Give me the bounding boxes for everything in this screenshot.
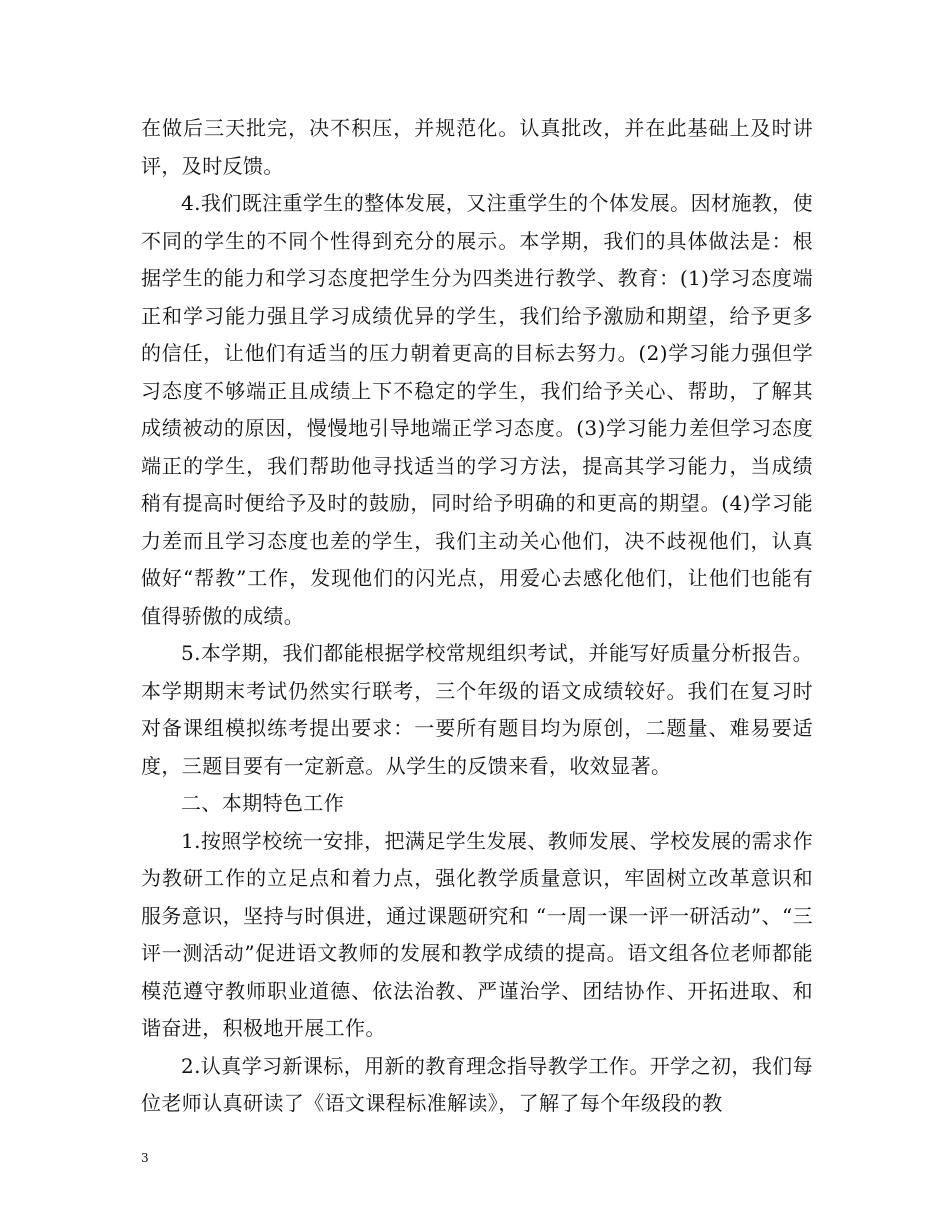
paragraph-special-item-2: 2.认真学习新课标，用新的教育理念指导教学工作。开学之初，我们每位老师认真研读了《语文课程标准解读》，了解了每个年级段的教 [141,1053,813,1115]
page-number: 3 [141,1151,149,1165]
body-text [141,110,813,1123]
paragraph-item-4-individual-development: 4.我们既注重学生的整体发展，又注重学生的个体发展。因材施教，使不同的学生的不同个性得到充分的展示。本学期，我们的具体做法是：根据学生的能力和学习态度把学生分为四类进行教学、教育：(1)学习态度端正和学习能力强且学习成绩优异的学生，我们给予激励和期望，给予更多的信任，让他们有适当的压力朝着更高的目标去努力。(2)学习能力强但学习态度不够端正且成绩上下不稳定的学生，我们给予关心、帮助，了解其成绩被动的原因，慢慢地引导地端正学习态度。(3)学习能力差但学习态度端正的学生，我们帮助他寻找适当的学习方法，提高其学习能力，当成绩稍有提高时便给予及时的鼓励，同时给予明确的和更高的期望。(4)学习能力差而且学习态度也差的学生，我们主动关心他们，决不歧视他们，认真做好“帮教”工作，发现他们的闪光点，用爱心去感化他们，让他们也能有值得骄傲的成绩。 [141,191,813,628]
paragraph-special-item-1: 1.按照学校统一安排，把满足学生发展、教师发展、学校发展的需求作为教研工作的立足点和着力点，强化教学质量意识，牢固树立改革意识和服务意识，坚持与时俱进，通过课题研究和 “一周一课一评一研活动”、“三评一测活动”促进语文教师的发展和教学成绩的提高。语文组各位老师都能模范遵守教师职业道德、依法治教、严谨治学、团结协作、开拓进取、和谐奋进，积极地开展工作。 [141,828,813,1040]
section-heading-special-work: 二、本期特色工作 [181,791,345,815]
paragraph-item-5-exams: 5.本学期，我们都能根据学校常规组织考试，并能写好质量分析报告。本学期期末考试仍然实行联考，三个年级的语文成绩较好。我们在复习时对备课组模拟练考提出要求：一要所有题目均为原创，二题量、难易要适度，三题目要有一定新意。从学生的反馈来看，收效显著。 [141,641,813,778]
paragraph-grading-continuation: 在做后三天批完，决不积压，并规范化。认真批改，并在此基础上及时讲评，及时反馈。 [141,116,813,178]
